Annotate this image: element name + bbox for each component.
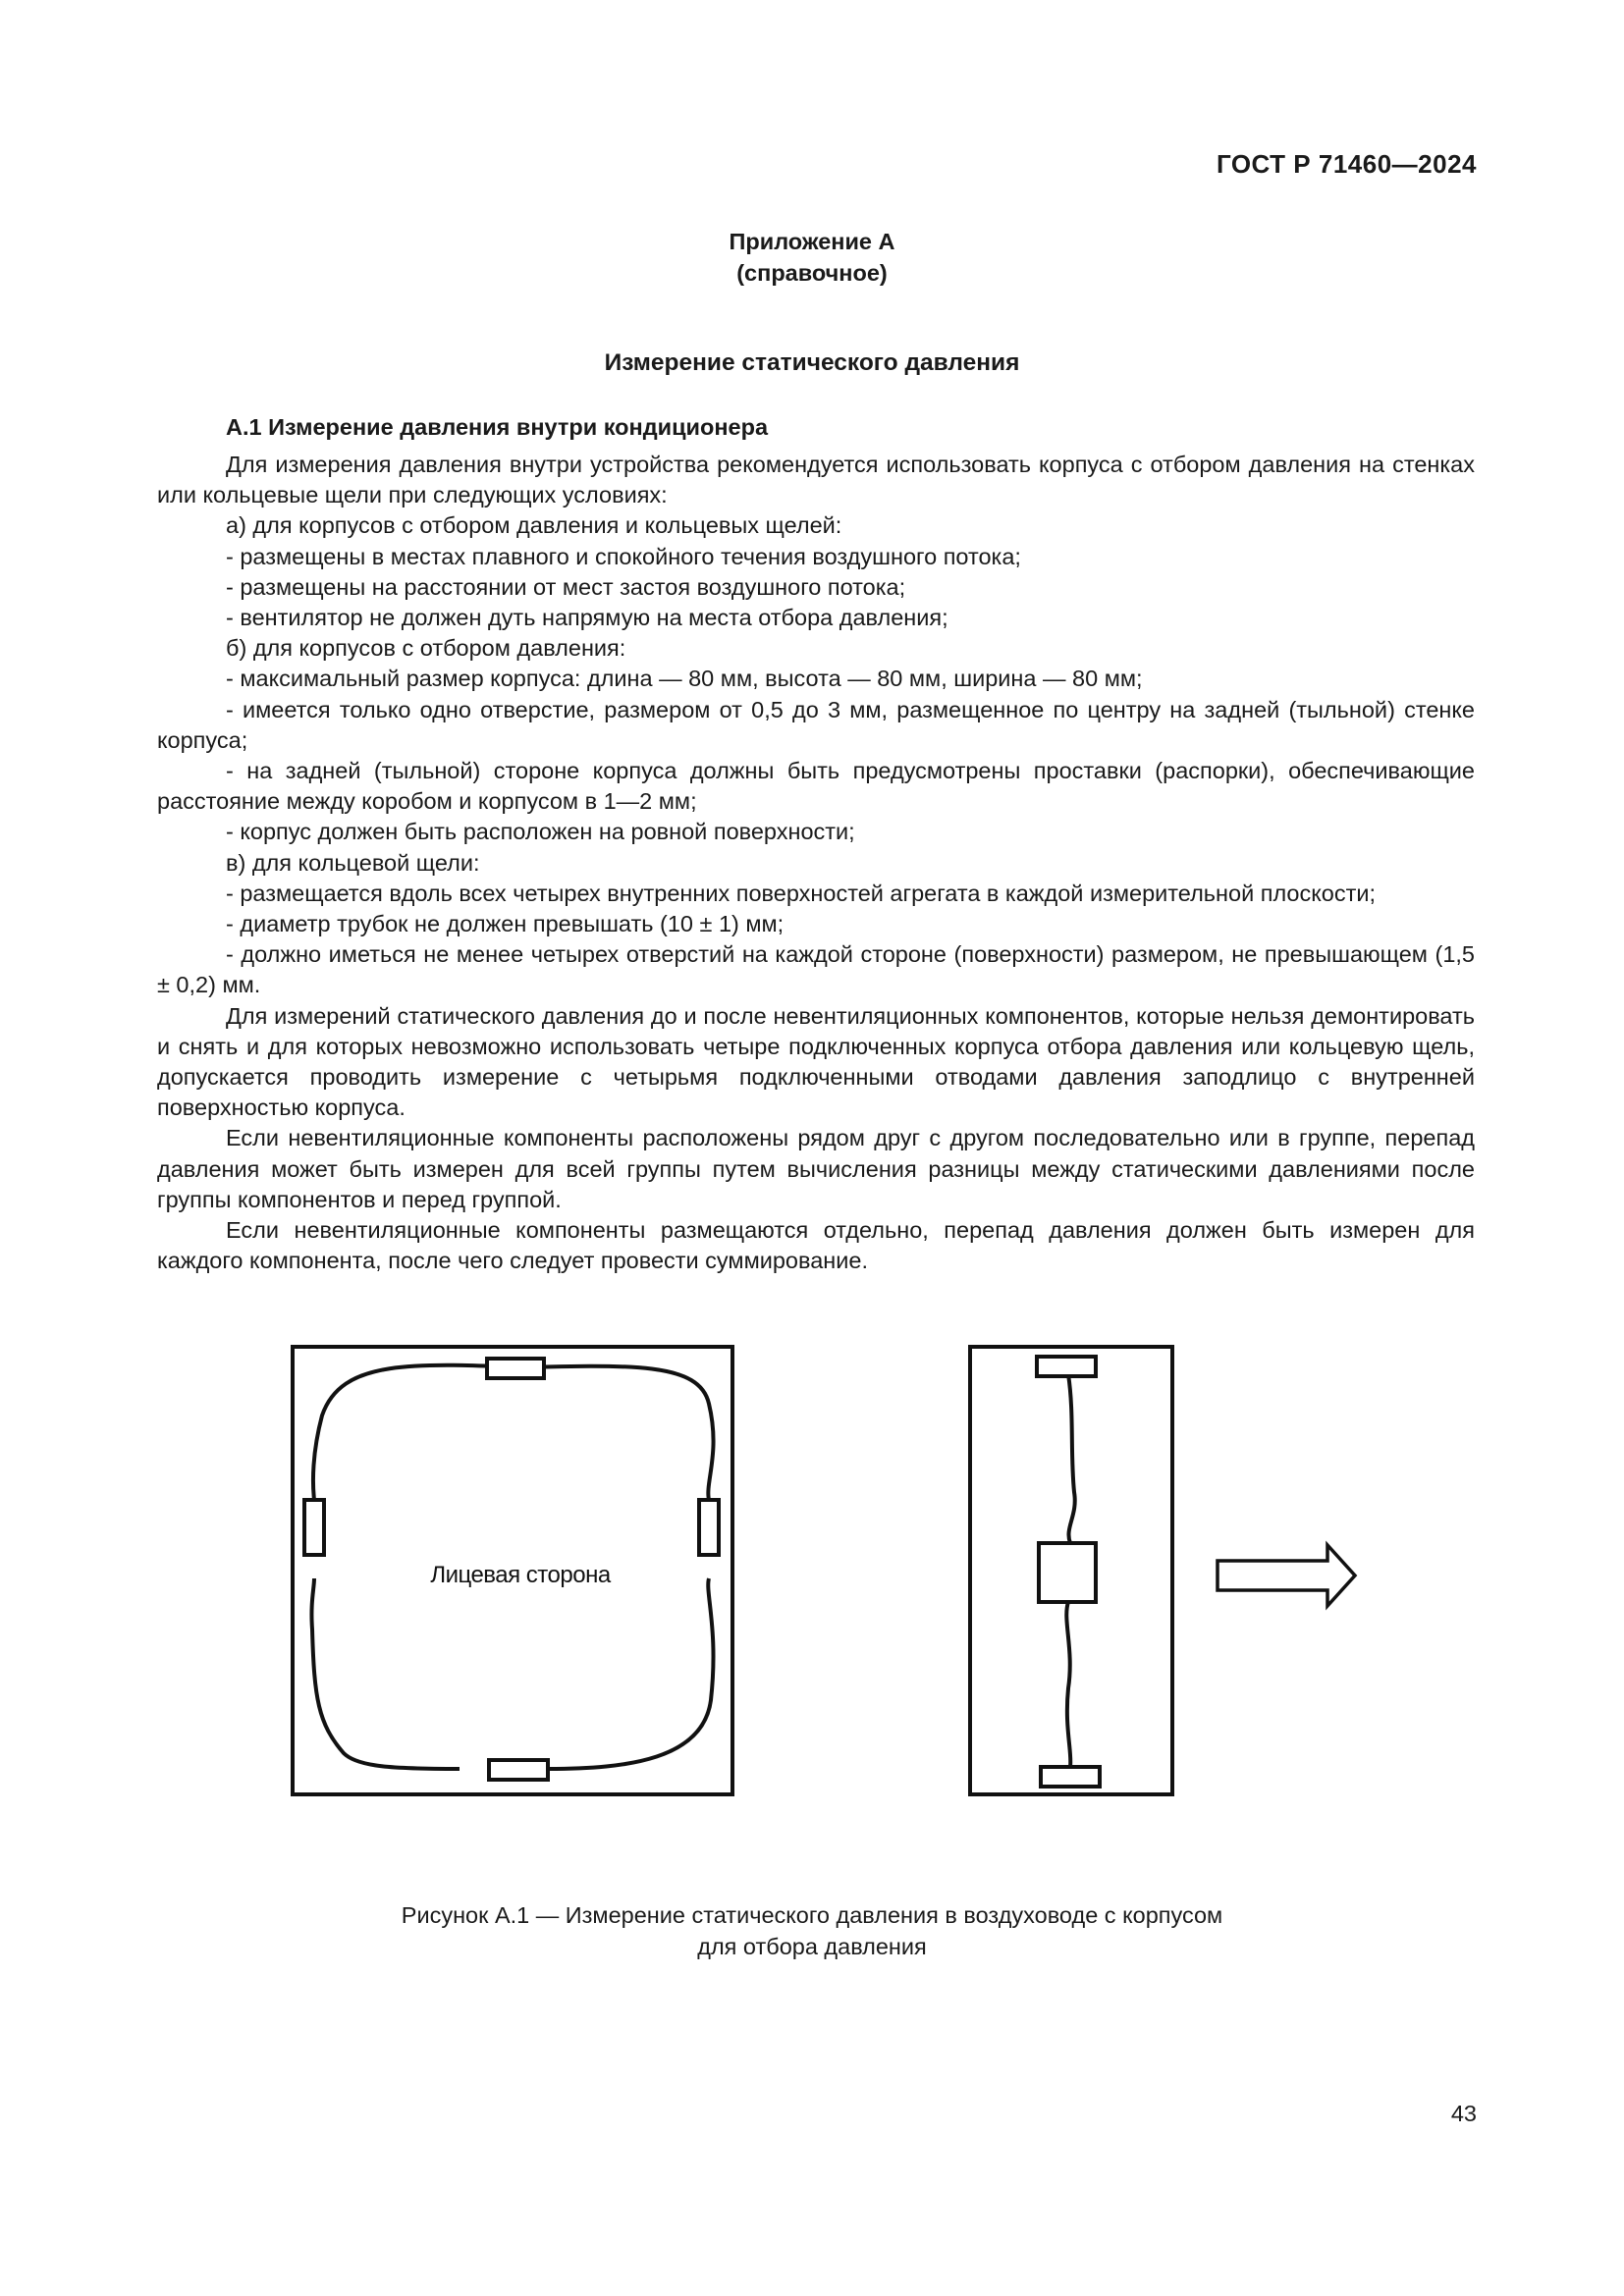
appendix-status: (справочное) — [736, 260, 888, 286]
paragraph: Если невентиляционные компоненты расположены рядом друг с другом последовательно или в группе, перепад давления может быть измерен для всей группы путем вычисления разницы между статическими давлениями после группы компонентов и перед группой. — [157, 1125, 1475, 1212]
list-item: - диаметр трубок не должен превышать (10 ± 1) мм; — [226, 911, 785, 937]
paragraph: Если невентиляционные компоненты размещаются отдельно, перепад давления должен быть измерен для каждого компонента, после чего следует провести суммирование. — [157, 1217, 1475, 1274]
list-item: - размещается вдоль всех четырех внутренних поверхностей агрегата в каждой измерительной плоскости; — [226, 880, 1377, 906]
figure-caption — [0, 1899, 1624, 1962]
appendix-title: Приложение А — [729, 229, 895, 254]
pressure-tap-left — [304, 1500, 324, 1555]
list-item: - должно иметься не менее четырех отверстий на каждой стороне (поверхности) размером, не превышающем (1,5 ± 0,2) мм. — [157, 941, 1475, 998]
list-item: - размещены на расстоянии от мест застоя воздушного потока; — [226, 573, 906, 600]
paragraph: Для измерения давления внутри устройства рекомендуется использовать корпуса с отбором давления на стенках или кольцевые щели при следующих условиях: — [157, 452, 1475, 508]
side-tap-bottom — [1041, 1767, 1100, 1787]
list-item: - размещены в местах плавного и спокойного течения воздушного потока; — [226, 543, 1021, 569]
appendix-heading — [0, 226, 1624, 289]
caption-line: для отбора давления — [697, 1934, 927, 1959]
side-tube-upper — [1068, 1374, 1075, 1543]
side-tap-middle — [1039, 1543, 1096, 1602]
list-item: - имеется только одно отверстие, размером от 0,5 до 3 мм, размещенное по центру на задней (тыльной) стенке корпуса; — [157, 696, 1475, 753]
list-item: а) для корпусов с отбором давления и кольцевых щелей: — [226, 512, 842, 539]
side-tap-top — [1037, 1357, 1096, 1376]
body-text — [157, 450, 1475, 1276]
list-item: - максимальный размер корпуса: длина — 80 мм, высота — 80 мм, ширина — 80 мм; — [226, 666, 1143, 692]
side-tube-lower — [1066, 1602, 1070, 1767]
figure-diagram — [0, 1335, 1624, 1826]
standard-code: ГОСТ Р 71460—2024 — [1216, 149, 1477, 179]
list-item: - на задней (тыльной) стороне корпуса должны быть предусмотрены проставки (распорки), обеспечивающие расстояние между коробом и корпусом в 1—2 мм; — [157, 758, 1475, 815]
figure-a1 — [0, 1335, 1624, 1826]
page-number: 43 — [1450, 2101, 1477, 2126]
list-item: - вентилятор не должен дуть напрямую на места отбора давления; — [226, 605, 948, 631]
pressure-tap-top — [487, 1359, 544, 1378]
list-item: - корпус должен быть расположен на ровной поверхности; — [226, 819, 855, 845]
front-side-label: Лицевая сторона — [430, 1562, 611, 1588]
section-title: Измерение статического давления — [604, 349, 1020, 376]
subsection-title: А.1 Измерение давления внутри кондиционера — [226, 414, 769, 440]
flow-arrow-icon — [1218, 1545, 1355, 1606]
pressure-tap-bottom — [489, 1760, 548, 1780]
paragraph: Для измерений статического давления до и после невентиляционных компонентов, которые нельзя демонтировать и снять и для которых невозможно использовать четыре подключенных корпуса отбора давления или кольцевую щель, допускается проводить измерение с четырьмя подключенными отводами давления заподлицо с внутренней поверхностью корпуса. — [157, 1002, 1475, 1121]
list-item: б) для корпусов с отбором давления: — [226, 635, 626, 662]
pressure-tap-right — [699, 1500, 719, 1555]
list-item: в) для кольцевой щели: — [226, 849, 480, 876]
caption-line: Рисунок А.1 — Измерение статического давления в воздуховоде с корпусом — [401, 1902, 1223, 1928]
